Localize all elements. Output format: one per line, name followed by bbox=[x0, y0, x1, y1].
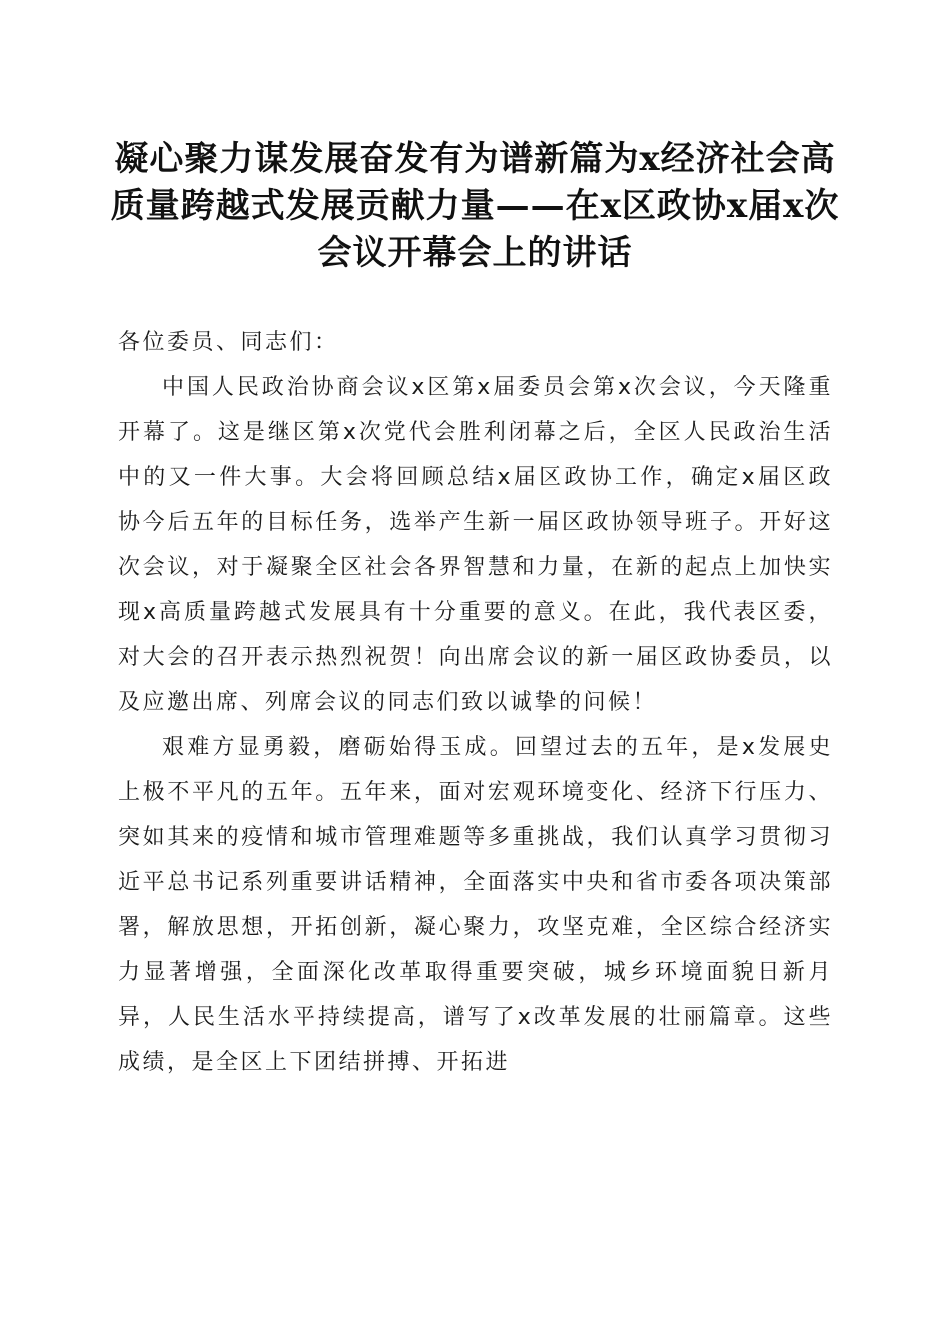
paragraph-opening: 中国人民政治协商会议x区第x届委员会第x次会议，今天隆重开幕了。这是继区第x次党代会胜利闭幕之后，全区人民政治生活中的又一件大事。大会将回顾总结x届区政协工作，确定x届区政协今后五年的目标任务，选举产生新一届区政协领导班子。开好这次会议，对于凝聚全区社会各界智慧和力量，在新的起点上加快实现x高质量跨越式发展具有十分重要的意义。在此，我代表区委，对大会的召开表示热烈祝贺！向出席会议的新一届区政协委员，以及应邀出席、列席会议的同志们致以诚挚的问候！ bbox=[118, 375, 833, 715]
paragraph-review: 艰难方显勇毅，磨砺始得玉成。回望过去的五年，是x发展史上极不平凡的五年。五年来，面对宏观环境变化、经济下行压力、突如其来的疫情和城市管理难题等多重挑战，我们认真学习贯彻习近平总书记系列重要讲话精神，全面落实中央和省市委各项决策部署，解放思想，开拓创新，凝心聚力，攻坚克难，全区综合经济实力显著增强，全面深化改革取得重要突破，城乡环境面貌日新月异，人民生活水平持续提高，谱写了x改革发展的壮丽篇章。这些成绩，是全区上下团结拼搏、开拓进 bbox=[118, 735, 833, 1075]
document-title: 凝心聚力谋发展奋发有为谱新篇为x经济社会高质量跨越式发展贡献力量——在x区政协x届x次会议开幕会上的讲话 bbox=[110, 139, 840, 273]
salutation: 各位委员、同志们： bbox=[118, 330, 339, 355]
document-body bbox=[118, 320, 833, 1085]
